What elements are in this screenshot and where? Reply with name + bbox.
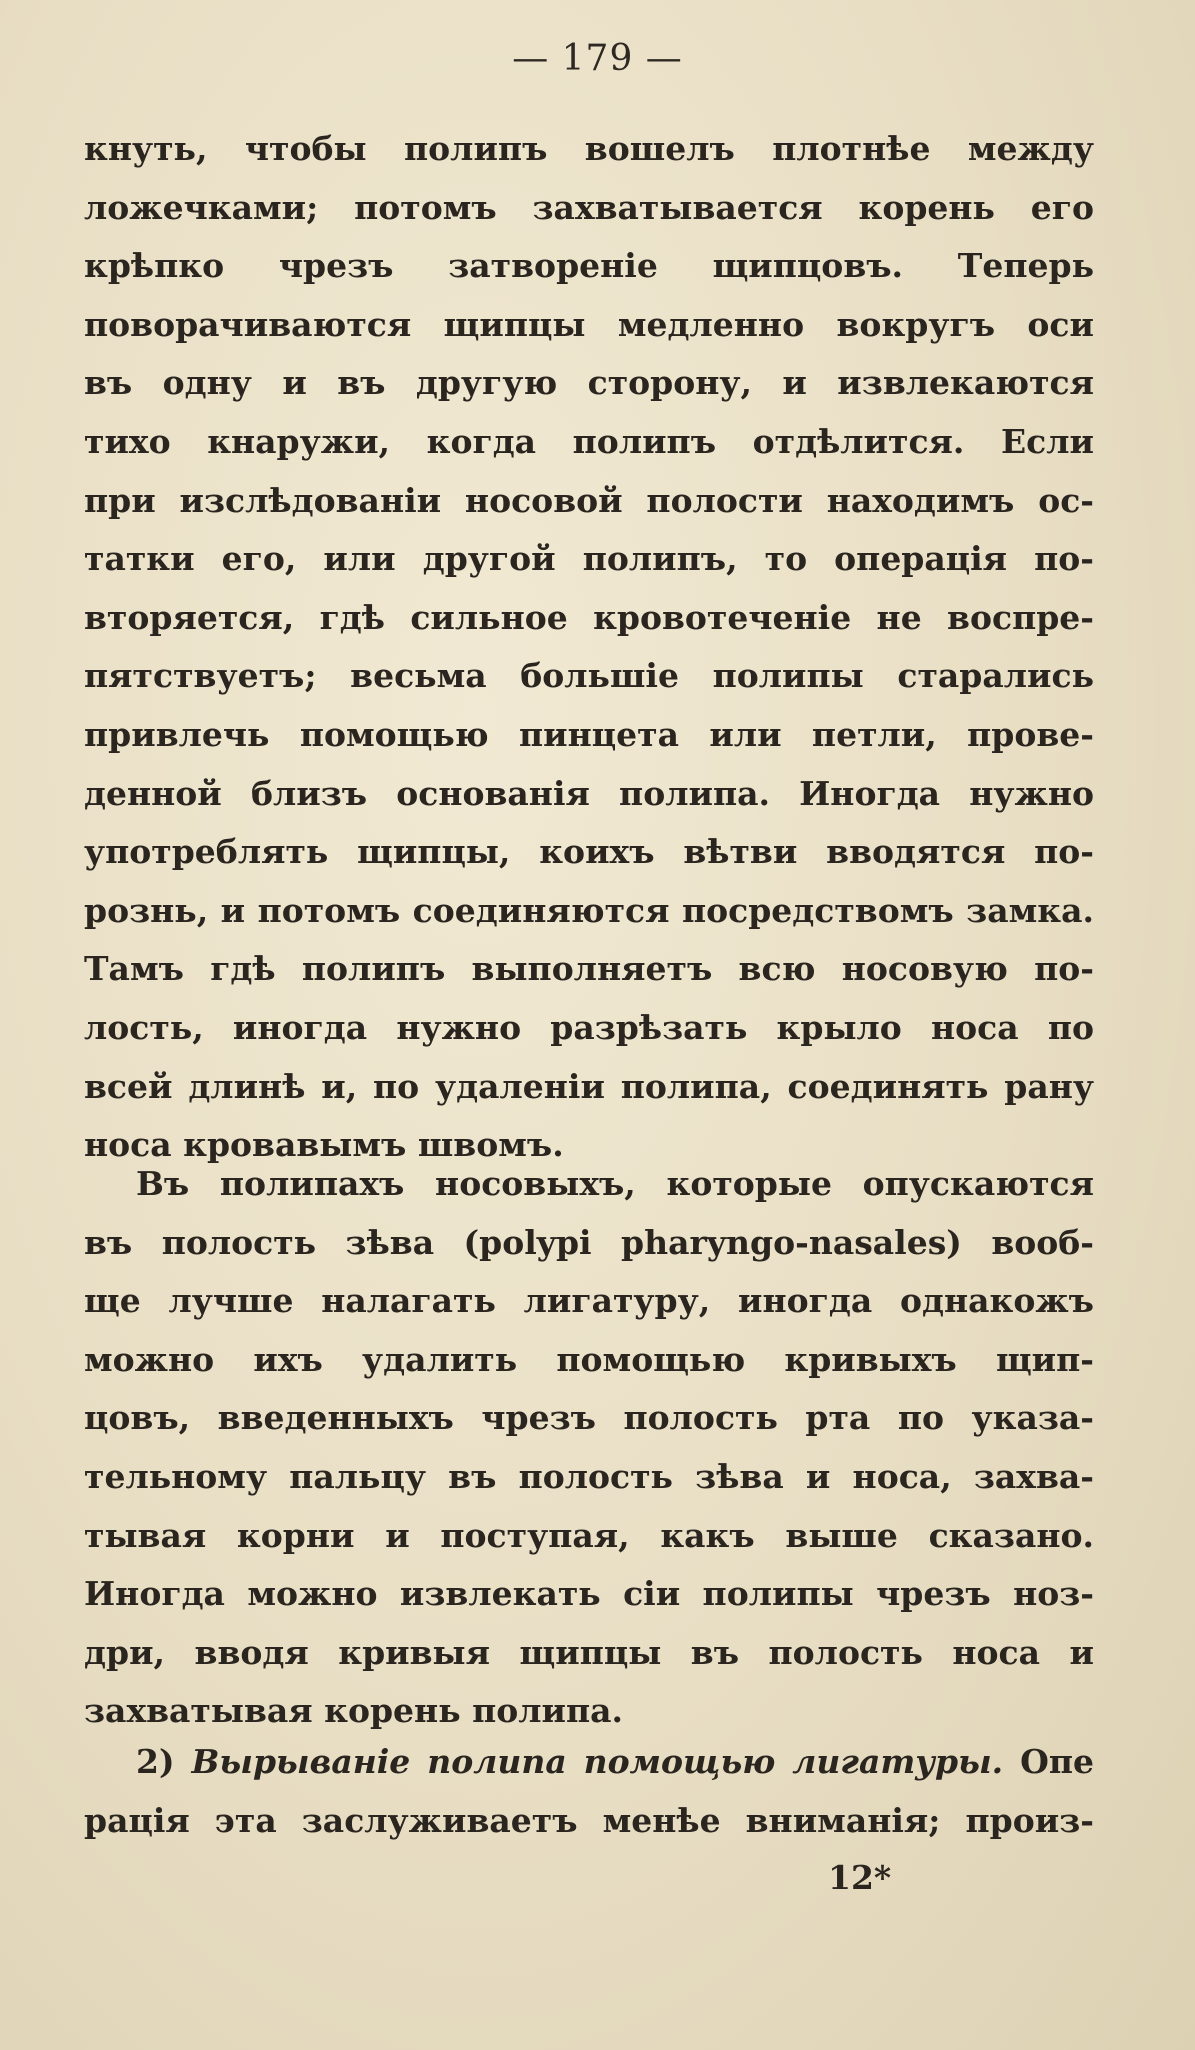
page-number-header: — 179 — [512, 38, 683, 79]
text-line: татки его, или другой полипъ, то операцiя по- [84, 539, 1094, 579]
paragraph-1 [84, 120, 1094, 1175]
signature-mark: 12* [828, 1858, 892, 1897]
text-line: вторяется, гдѣ сильное кровотеченiе не воспре- [84, 597, 1094, 637]
item-number: 2) [136, 1742, 175, 1781]
text-line: употреблять щипцы, коихъ вѣтви вводятся по- [84, 832, 1094, 872]
paragraph-3 [84, 1733, 1094, 1850]
text-line [84, 1733, 1094, 1792]
text-line: дри, вводя кривыя щипцы въ полость носа и [84, 1632, 1094, 1672]
text-line: рознь, и потомъ соединяются посредствомъ замка. [84, 890, 1094, 930]
text-line: привлечь помощью пинцета или петли, прове- [84, 714, 1094, 754]
paragraph-2 [84, 1155, 1094, 1741]
text-line: лость, иногда нужно разрѣзать крыло носа по [84, 1007, 1094, 1047]
italic-heading: Вырыванiе полипа помощью лигатуры. [191, 1742, 1004, 1781]
text-line: тельному пальцу въ полость зѣва и носа, захва- [84, 1456, 1094, 1496]
text-line: всей длинѣ и, по удаленiи полипа, соединять рану [84, 1066, 1094, 1106]
text-line: Въ полипахъ носовыхъ, которые опускаются [136, 1164, 1094, 1203]
text-line: кнуть, чтобы полипъ вошелъ плотнѣе между [84, 129, 1094, 168]
text-line: Иногда можно извлекать сiи полипы чрезъ ноз- [84, 1574, 1094, 1614]
text-line: при изслѣдованiи носовой полости находимъ ос- [84, 480, 1094, 520]
text-line: цовъ, введенныхъ чрезъ полость рта по указа- [84, 1398, 1094, 1438]
text-line: рацiя эта заслуживаетъ менѣе вниманiя; произ- [84, 1800, 1094, 1840]
text-line: тывая корни и поступая, какъ выше сказано. [84, 1515, 1094, 1555]
text-line: пятствуетъ; весьма большiе полипы старались [84, 656, 1094, 696]
text-line: захватывая корень полипа. [84, 1691, 624, 1731]
text-line: носа кровавымъ швомъ. [84, 1125, 564, 1165]
text-line: денной близъ основанiя полипа. Иногда нужно [84, 773, 1094, 813]
text-line: въ одну и въ другую сторону, и извлекаются [84, 363, 1094, 403]
text-line: крѣпко чрезъ затворенiе щипцовъ. Теперь [84, 246, 1094, 286]
text-line: въ полость зѣва (polypi pharyngo-nasales) вооб- [84, 1222, 1094, 1262]
text-line: ложечками; потомъ захватывается корень его [84, 187, 1094, 227]
text-line: Тамъ гдѣ полипъ выполняетъ всю носовую по- [84, 949, 1094, 989]
text-line: поворачиваются щипцы медленно вокругъ оси [84, 304, 1094, 344]
text-line: тихо кнаружи, когда полипъ отдѣлится. Если [84, 421, 1094, 461]
text-line: ще лучше налагать лигатуру, иногда однакожъ [84, 1281, 1094, 1321]
text-line: можно ихъ удалить помощью кривыхъ щип- [84, 1339, 1094, 1379]
heading-line-rest: Опе [1020, 1742, 1094, 1781]
